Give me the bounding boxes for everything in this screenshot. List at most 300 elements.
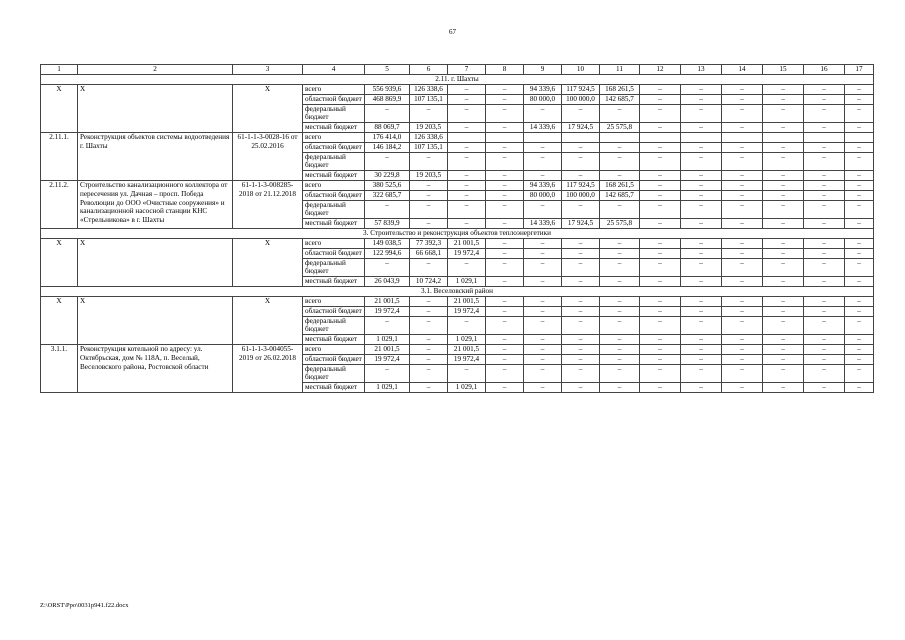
item-code: 61-1-1-3-004055-2019 от 26.02.2018 bbox=[233, 344, 303, 392]
amount-cell: 117 924,5 bbox=[562, 85, 600, 95]
amount-cell: – bbox=[562, 142, 600, 152]
column-number: 1 bbox=[41, 65, 78, 75]
amount-cell: – bbox=[486, 248, 524, 258]
item-name: Реконструкция объектов системы водоотведения г. Шахты bbox=[78, 132, 233, 180]
amount-cell bbox=[681, 132, 722, 142]
amount-cell: – bbox=[410, 335, 448, 345]
amount-cell: – bbox=[410, 316, 448, 335]
amount-cell: – bbox=[486, 152, 524, 171]
amount-cell: – bbox=[365, 104, 410, 123]
amount-cell: – bbox=[763, 344, 804, 354]
amount-cell: – bbox=[448, 152, 486, 171]
amount-cell: – bbox=[845, 94, 874, 104]
amount-cell: – bbox=[681, 354, 722, 364]
amount-cell: 168 261,5 bbox=[600, 85, 640, 95]
amount-cell: – bbox=[845, 238, 874, 248]
amount-cell: – bbox=[600, 316, 640, 335]
amount-cell: – bbox=[722, 180, 763, 190]
amount-cell: – bbox=[486, 277, 524, 287]
amount-cell: – bbox=[524, 306, 562, 316]
amount-cell: 1 029,1 bbox=[448, 383, 486, 393]
amount-cell: – bbox=[524, 354, 562, 364]
amount-cell: – bbox=[763, 219, 804, 229]
amount-cell: – bbox=[845, 248, 874, 258]
amount-cell: – bbox=[763, 123, 804, 133]
amount-cell bbox=[640, 132, 681, 142]
amount-cell: 80 000,0 bbox=[524, 190, 562, 200]
amount-cell: 94 339,6 bbox=[524, 180, 562, 190]
amount-cell: – bbox=[804, 344, 845, 354]
amount-cell: – bbox=[681, 306, 722, 316]
amount-cell: 19 972,4 bbox=[448, 354, 486, 364]
amount-cell: – bbox=[640, 344, 681, 354]
amount-cell: – bbox=[600, 306, 640, 316]
amount-cell: – bbox=[524, 335, 562, 345]
amount-cell: – bbox=[722, 306, 763, 316]
item-name: Строительство канализационного коллектора от пересечения ул. Дачная – просп. Победа Революции до ООО «Очистные сооружения» и канализационной насосной станции КНС «Стрельникова» в г. Шахты bbox=[78, 180, 233, 228]
amount-cell: – bbox=[365, 364, 410, 383]
amount-cell: 57 839,9 bbox=[365, 219, 410, 229]
amount-cell: – bbox=[763, 94, 804, 104]
amount-cell: 146 184,2 bbox=[365, 142, 410, 152]
amount-cell: – bbox=[845, 219, 874, 229]
amount-cell: 30 229,8 bbox=[365, 171, 410, 181]
amount-cell: 21 001,5 bbox=[448, 344, 486, 354]
amount-cell: – bbox=[365, 258, 410, 277]
amount-cell: 17 924,5 bbox=[562, 219, 600, 229]
amount-cell: 149 038,5 bbox=[365, 238, 410, 248]
amount-cell: – bbox=[722, 219, 763, 229]
amount-cell: – bbox=[562, 364, 600, 383]
amount-cell: – bbox=[722, 190, 763, 200]
amount-cell: – bbox=[804, 306, 845, 316]
item-code: Х bbox=[233, 85, 303, 133]
amount-cell: – bbox=[640, 258, 681, 277]
amount-cell: – bbox=[486, 335, 524, 345]
amount-cell: – bbox=[448, 180, 486, 190]
financing-table bbox=[40, 64, 874, 393]
amount-cell: – bbox=[410, 364, 448, 383]
table-row bbox=[41, 180, 874, 190]
amount-cell: – bbox=[763, 180, 804, 190]
amount-cell: – bbox=[763, 364, 804, 383]
amount-cell: – bbox=[804, 190, 845, 200]
amount-cell: – bbox=[410, 190, 448, 200]
amount-cell: – bbox=[448, 364, 486, 383]
amount-cell: – bbox=[524, 104, 562, 123]
amount-cell: – bbox=[763, 190, 804, 200]
amount-cell: – bbox=[722, 238, 763, 248]
amount-cell: – bbox=[562, 316, 600, 335]
amount-cell: – bbox=[640, 142, 681, 152]
column-number: 4 bbox=[303, 65, 365, 75]
amount-cell: – bbox=[804, 142, 845, 152]
amount-cell: 94 339,6 bbox=[524, 85, 562, 95]
funding-source: областной бюджет bbox=[303, 248, 365, 258]
amount-cell: – bbox=[600, 142, 640, 152]
amount-cell: – bbox=[681, 190, 722, 200]
amount-cell: – bbox=[524, 344, 562, 354]
amount-cell: – bbox=[804, 219, 845, 229]
amount-cell: – bbox=[640, 296, 681, 306]
amount-cell: – bbox=[763, 306, 804, 316]
amount-cell: 10 724,2 bbox=[410, 277, 448, 287]
section-title: 3. Строительство и реконструкция объектов теплоэнергетики bbox=[41, 228, 874, 238]
amount-cell: – bbox=[804, 152, 845, 171]
amount-cell: – bbox=[600, 296, 640, 306]
amount-cell: 88 069,7 bbox=[365, 123, 410, 133]
amount-cell: – bbox=[722, 354, 763, 364]
amount-cell: – bbox=[524, 248, 562, 258]
amount-cell: – bbox=[804, 316, 845, 335]
funding-source: областной бюджет bbox=[303, 190, 365, 200]
amount-cell: 21 001,5 bbox=[448, 238, 486, 248]
amount-cell: – bbox=[681, 277, 722, 287]
amount-cell: 19 972,4 bbox=[448, 306, 486, 316]
amount-cell: – bbox=[448, 316, 486, 335]
amount-cell: – bbox=[410, 180, 448, 190]
item-code: Х bbox=[233, 296, 303, 344]
amount-cell: – bbox=[804, 94, 845, 104]
item-name: Х bbox=[78, 296, 233, 344]
funding-source: местный бюджет bbox=[303, 123, 365, 133]
amount-cell: 21 001,5 bbox=[365, 344, 410, 354]
amount-cell: – bbox=[562, 152, 600, 171]
item-number: 2.11.1. bbox=[41, 132, 78, 180]
amount-cell bbox=[763, 132, 804, 142]
amount-cell: – bbox=[524, 277, 562, 287]
column-number: 11 bbox=[600, 65, 640, 75]
amount-cell: – bbox=[845, 316, 874, 335]
amount-cell: – bbox=[365, 152, 410, 171]
amount-cell: – bbox=[600, 104, 640, 123]
amount-cell: – bbox=[562, 258, 600, 277]
amount-cell: – bbox=[600, 248, 640, 258]
file-path-footer: Z:\ORST\Ppo\0031p941.f22.docx bbox=[40, 602, 129, 609]
amount-cell: – bbox=[640, 277, 681, 287]
amount-cell: – bbox=[486, 383, 524, 393]
item-number: 2.11.2. bbox=[41, 180, 78, 228]
amount-cell: – bbox=[524, 142, 562, 152]
amount-cell: 14 339,6 bbox=[524, 123, 562, 133]
amount-cell: – bbox=[845, 104, 874, 123]
funding-source: федеральный бюджет bbox=[303, 104, 365, 123]
amount-cell bbox=[562, 132, 600, 142]
amount-cell: 322 685,7 bbox=[365, 190, 410, 200]
amount-cell bbox=[600, 132, 640, 142]
amount-cell: – bbox=[410, 152, 448, 171]
amount-cell: – bbox=[562, 306, 600, 316]
amount-cell: – bbox=[410, 219, 448, 229]
amount-cell: – bbox=[722, 104, 763, 123]
amount-cell: – bbox=[804, 238, 845, 248]
amount-cell: – bbox=[845, 306, 874, 316]
amount-cell: – bbox=[722, 248, 763, 258]
amount-cell: – bbox=[804, 200, 845, 219]
amount-cell: – bbox=[640, 364, 681, 383]
amount-cell: – bbox=[524, 200, 562, 219]
amount-cell: – bbox=[722, 364, 763, 383]
section-title: 3.1. Веселовский район bbox=[41, 286, 874, 296]
amount-cell: – bbox=[845, 171, 874, 181]
funding-source: областной бюджет bbox=[303, 306, 365, 316]
amount-cell: – bbox=[486, 316, 524, 335]
amount-cell: – bbox=[845, 180, 874, 190]
amount-cell: – bbox=[448, 104, 486, 123]
amount-cell: – bbox=[804, 258, 845, 277]
amount-cell: 1 029,1 bbox=[365, 383, 410, 393]
amount-cell: – bbox=[524, 364, 562, 383]
amount-cell: – bbox=[763, 354, 804, 364]
funding-source: федеральный бюджет bbox=[303, 316, 365, 335]
amount-cell: 380 525,6 bbox=[365, 180, 410, 190]
amount-cell: 19 203,5 bbox=[410, 171, 448, 181]
amount-cell: – bbox=[448, 142, 486, 152]
amount-cell: – bbox=[722, 171, 763, 181]
amount-cell: – bbox=[640, 180, 681, 190]
column-number-row bbox=[41, 65, 874, 75]
amount-cell: 14 339,6 bbox=[524, 219, 562, 229]
amount-cell: 468 869,9 bbox=[365, 94, 410, 104]
amount-cell: – bbox=[681, 180, 722, 190]
amount-cell: – bbox=[562, 277, 600, 287]
amount-cell: – bbox=[681, 316, 722, 335]
amount-cell: – bbox=[524, 238, 562, 248]
funding-source: всего bbox=[303, 85, 365, 95]
amount-cell: – bbox=[486, 258, 524, 277]
amount-cell: – bbox=[681, 142, 722, 152]
table-row bbox=[41, 132, 874, 142]
amount-cell: – bbox=[562, 335, 600, 345]
amount-cell: 142 685,7 bbox=[600, 94, 640, 104]
amount-cell: – bbox=[845, 258, 874, 277]
amount-cell: – bbox=[722, 94, 763, 104]
amount-cell: – bbox=[804, 123, 845, 133]
amount-cell: – bbox=[600, 344, 640, 354]
amount-cell: – bbox=[640, 248, 681, 258]
funding-source: всего bbox=[303, 296, 365, 306]
funding-source: местный бюджет bbox=[303, 277, 365, 287]
amount-cell: – bbox=[763, 238, 804, 248]
amount-cell: – bbox=[763, 248, 804, 258]
amount-cell: – bbox=[845, 383, 874, 393]
amount-cell: – bbox=[640, 316, 681, 335]
amount-cell: 107 135,1 bbox=[410, 142, 448, 152]
amount-cell: – bbox=[640, 190, 681, 200]
amount-cell: – bbox=[448, 190, 486, 200]
item-code: 61-1-1-3-008285-2018 от 21.12.2018 bbox=[233, 180, 303, 228]
funding-source: местный бюджет bbox=[303, 383, 365, 393]
amount-cell: – bbox=[486, 190, 524, 200]
amount-cell: 17 924,5 bbox=[562, 123, 600, 133]
column-number: 13 bbox=[681, 65, 722, 75]
amount-cell bbox=[722, 132, 763, 142]
amount-cell: 117 924,5 bbox=[562, 180, 600, 190]
amount-cell: – bbox=[600, 152, 640, 171]
amount-cell: – bbox=[640, 306, 681, 316]
amount-cell: – bbox=[681, 123, 722, 133]
amount-cell: 19 972,4 bbox=[448, 248, 486, 258]
amount-cell: – bbox=[681, 94, 722, 104]
table-row bbox=[41, 85, 874, 95]
amount-cell: – bbox=[763, 316, 804, 335]
amount-cell: – bbox=[763, 200, 804, 219]
amount-cell: – bbox=[681, 383, 722, 393]
amount-cell: – bbox=[600, 383, 640, 393]
amount-cell: – bbox=[681, 85, 722, 95]
amount-cell bbox=[448, 132, 486, 142]
amount-cell: – bbox=[600, 171, 640, 181]
amount-cell: – bbox=[722, 277, 763, 287]
amount-cell: – bbox=[804, 180, 845, 190]
amount-cell: – bbox=[681, 171, 722, 181]
amount-cell: – bbox=[640, 104, 681, 123]
amount-cell: – bbox=[486, 142, 524, 152]
funding-source: федеральный бюджет bbox=[303, 152, 365, 171]
amount-cell: 126 338,6 bbox=[410, 85, 448, 95]
amount-cell: – bbox=[524, 296, 562, 306]
amount-cell: – bbox=[486, 180, 524, 190]
funding-source: областной бюджет bbox=[303, 94, 365, 104]
amount-cell: – bbox=[640, 219, 681, 229]
amount-cell: – bbox=[640, 200, 681, 219]
amount-cell: – bbox=[365, 316, 410, 335]
amount-cell: – bbox=[410, 104, 448, 123]
amount-cell: 100 000,0 bbox=[562, 94, 600, 104]
amount-cell: – bbox=[486, 306, 524, 316]
amount-cell: – bbox=[410, 306, 448, 316]
amount-cell: – bbox=[681, 258, 722, 277]
amount-cell: – bbox=[763, 85, 804, 95]
amount-cell: 1 029,1 bbox=[365, 335, 410, 345]
amount-cell: – bbox=[722, 142, 763, 152]
item-number: Х bbox=[41, 85, 78, 133]
funding-source: федеральный бюджет bbox=[303, 258, 365, 277]
amount-cell: – bbox=[845, 344, 874, 354]
amount-cell: – bbox=[600, 364, 640, 383]
amount-cell: – bbox=[486, 200, 524, 219]
amount-cell: 126 338,6 bbox=[410, 132, 448, 142]
amount-cell: – bbox=[524, 152, 562, 171]
column-number: 14 bbox=[722, 65, 763, 75]
amount-cell: – bbox=[524, 258, 562, 277]
amount-cell bbox=[524, 132, 562, 142]
item-number: Х bbox=[41, 238, 78, 286]
amount-cell: – bbox=[448, 258, 486, 277]
amount-cell: 21 001,5 bbox=[365, 296, 410, 306]
amount-cell: – bbox=[845, 142, 874, 152]
amount-cell: – bbox=[722, 316, 763, 335]
amount-cell: – bbox=[845, 364, 874, 383]
amount-cell: 1 029,1 bbox=[448, 277, 486, 287]
amount-cell: 80 000,0 bbox=[524, 94, 562, 104]
column-number: 6 bbox=[410, 65, 448, 75]
funding-source: всего bbox=[303, 180, 365, 190]
amount-cell: – bbox=[640, 383, 681, 393]
amount-cell: – bbox=[562, 200, 600, 219]
amount-cell: – bbox=[562, 344, 600, 354]
amount-cell: – bbox=[600, 277, 640, 287]
amount-cell: – bbox=[640, 85, 681, 95]
item-code: 61-1-1-3-0028-16 от 25.02.2016 bbox=[233, 132, 303, 180]
column-number: 2 bbox=[78, 65, 233, 75]
item-number: Х bbox=[41, 296, 78, 344]
funding-source: областной бюджет bbox=[303, 142, 365, 152]
amount-cell: 100 000,0 bbox=[562, 190, 600, 200]
amount-cell: – bbox=[448, 171, 486, 181]
item-code: Х bbox=[233, 238, 303, 286]
amount-cell: – bbox=[681, 248, 722, 258]
table-row bbox=[41, 238, 874, 248]
amount-cell: – bbox=[845, 123, 874, 133]
amount-cell: – bbox=[524, 316, 562, 335]
amount-cell: – bbox=[448, 85, 486, 95]
amount-cell: – bbox=[640, 171, 681, 181]
funding-source: федеральный бюджет bbox=[303, 200, 365, 219]
amount-cell: – bbox=[486, 94, 524, 104]
amount-cell: – bbox=[562, 238, 600, 248]
amount-cell: 66 668,1 bbox=[410, 248, 448, 258]
amount-cell: 26 043,9 bbox=[365, 277, 410, 287]
column-number: 5 bbox=[365, 65, 410, 75]
amount-cell: – bbox=[804, 296, 845, 306]
amount-cell: 107 135,1 bbox=[410, 94, 448, 104]
amount-cell: – bbox=[681, 152, 722, 171]
amount-cell: 25 575,8 bbox=[600, 219, 640, 229]
item-number: 3.1.1. bbox=[41, 344, 78, 392]
amount-cell: – bbox=[722, 344, 763, 354]
amount-cell: 19 972,4 bbox=[365, 306, 410, 316]
table-row bbox=[41, 344, 874, 354]
funding-source: местный бюджет bbox=[303, 219, 365, 229]
amount-cell: – bbox=[410, 383, 448, 393]
amount-cell: – bbox=[763, 277, 804, 287]
amount-cell: – bbox=[763, 258, 804, 277]
amount-cell: – bbox=[722, 335, 763, 345]
amount-cell: – bbox=[763, 171, 804, 181]
amount-cell: – bbox=[681, 200, 722, 219]
amount-cell: – bbox=[486, 364, 524, 383]
amount-cell: – bbox=[804, 364, 845, 383]
amount-cell: 1 029,1 bbox=[448, 335, 486, 345]
amount-cell: – bbox=[845, 152, 874, 171]
amount-cell: – bbox=[804, 85, 845, 95]
amount-cell: – bbox=[681, 238, 722, 248]
amount-cell: – bbox=[410, 296, 448, 306]
funding-source: местный бюджет bbox=[303, 335, 365, 345]
amount-cell: – bbox=[486, 104, 524, 123]
funding-source: всего bbox=[303, 132, 365, 142]
amount-cell: – bbox=[722, 258, 763, 277]
amount-cell bbox=[845, 132, 874, 142]
amount-cell: – bbox=[600, 354, 640, 364]
amount-cell: – bbox=[681, 296, 722, 306]
amount-cell: – bbox=[804, 104, 845, 123]
amount-cell: – bbox=[681, 364, 722, 383]
amount-cell: – bbox=[640, 152, 681, 171]
amount-cell: – bbox=[640, 335, 681, 345]
amount-cell: – bbox=[681, 335, 722, 345]
amount-cell: – bbox=[448, 123, 486, 133]
amount-cell: – bbox=[763, 152, 804, 171]
amount-cell: – bbox=[562, 248, 600, 258]
amount-cell: – bbox=[410, 354, 448, 364]
amount-cell bbox=[486, 132, 524, 142]
amount-cell: – bbox=[562, 171, 600, 181]
amount-cell: – bbox=[804, 335, 845, 345]
amount-cell: – bbox=[600, 238, 640, 248]
column-number: 15 bbox=[763, 65, 804, 75]
